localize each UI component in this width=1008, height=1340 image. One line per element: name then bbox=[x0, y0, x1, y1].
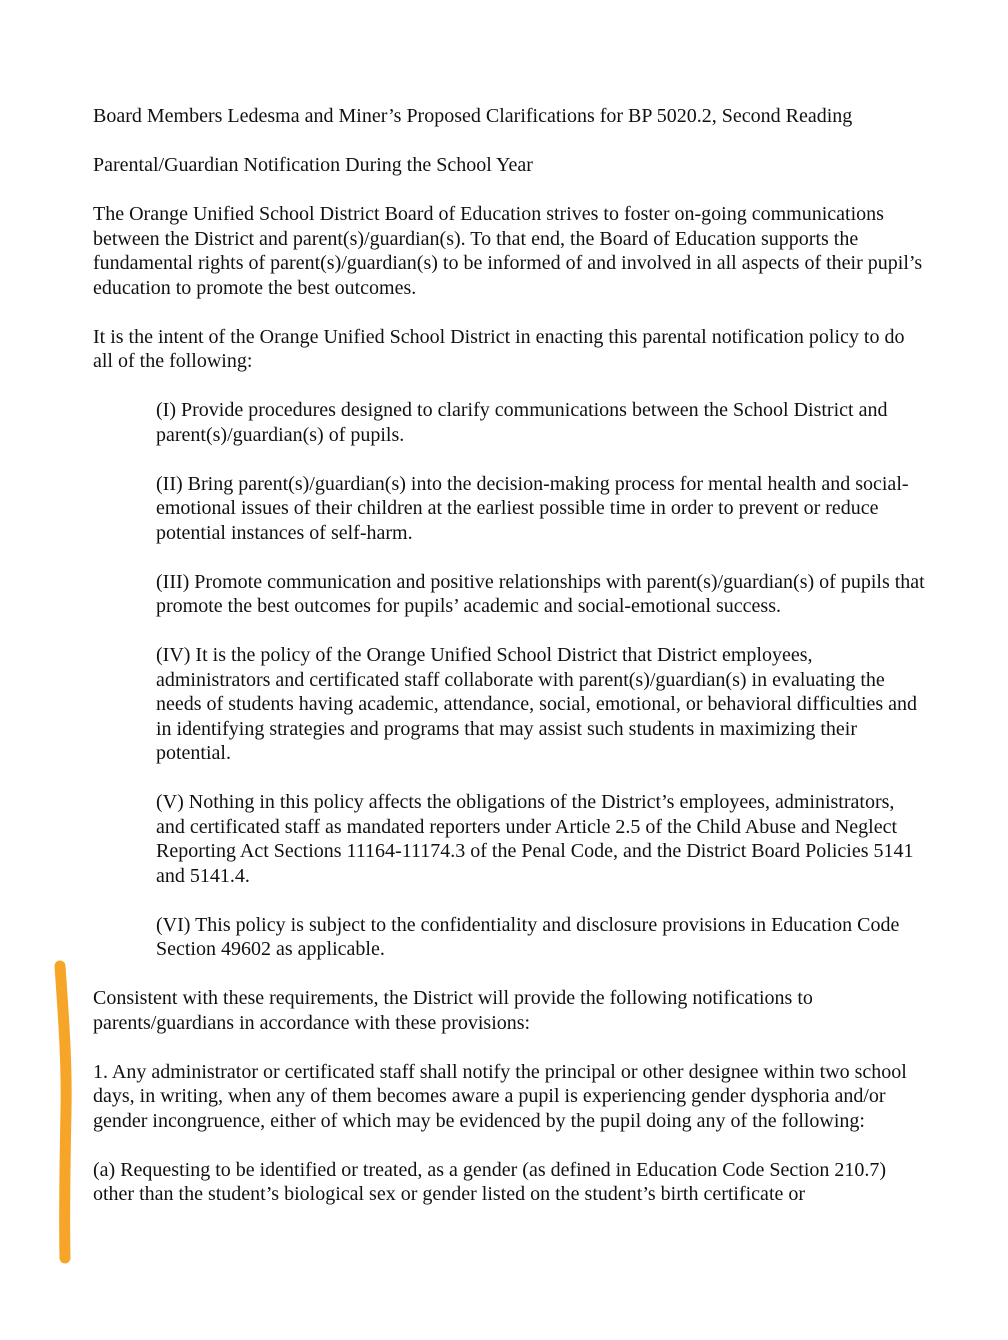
document-title: Board Members Ledesma and Miner’s Proposed Clarifications for BP 5020.2, Second Reading bbox=[93, 105, 853, 127]
intent-item-v: (V) Nothing in this policy affects the obligations of the District’s employees, administrators, and certificated staff as mandated reporters under Article 2.5 of the Child Abuse and Neglect Reporting Act Sections 11164-11174.3 of the Penal Code, and the District Board Policies 5141 and 5141.4. bbox=[156, 791, 914, 887]
consistent-paragraph: Consistent with these requirements, the District will provide the following notifications to parents/guardians in accordance with these provisions: bbox=[93, 987, 813, 1034]
document-subtitle: Parental/Guardian Notification During the School Year bbox=[93, 154, 533, 176]
intent-item-ii: (II) Bring parent(s)/guardian(s) into the decision-making process for mental health and social-emotional issues of their children at the earliest possible time in order to prevent or reduce potential instances of self-harm. bbox=[156, 472, 909, 544]
intent-item-i: (I) Provide procedures designed to clarify communications between the School District and parent(s)/guardian(s) of pupils. bbox=[156, 399, 888, 446]
document-body bbox=[93, 104, 928, 1231]
notification-item-1: 1. Any administrator or certificated staff shall notify the principal or other designee within two school days, in writing, when any of them becomes aware a pupil is experiencing gender dysphoria and/or gender incongruence, either of which may be evidenced by the pupil doing any of the following: bbox=[93, 1060, 907, 1132]
intent-item-iii: (III) Promote communication and positive relationships with parent(s)/guardian(s) of pupils that promote the best outcomes for pupils’ academic and social-emotional success. bbox=[156, 570, 925, 617]
notification-item-a: (a) Requesting to be identified or treated, as a gender (as defined in Education Code Section 210.7) other than the student’s biological sex or gender listed on the student’s birth certificate or bbox=[93, 1158, 887, 1205]
intent-item-vi: (VI) This policy is subject to the confidentiality and disclosure provisions in Education Code Section 49602 as applicable. bbox=[156, 913, 900, 960]
intent-item-iv: (IV) It is the policy of the Orange Unified School District that District employees, administrators and certificated staff collaborate with parent(s)/guardian(s) in evaluating the needs of students having academic, attendance, social, emotional, or behavioral difficulties and in identifying strategies and programs that may assist such students in maximizing their potential. bbox=[156, 644, 918, 764]
intent-paragraph: It is the intent of the Orange Unified School District in enacting this parental notification policy to do all of the following: bbox=[93, 325, 905, 372]
intro-paragraph: The Orange Unified School District Board of Education strives to foster on-going communications between the District and parent(s)/guardian(s). To that end, the Board of Education supports the fundamental rights of parent(s)/guardian(s) to be informed of and involved in all aspects of their pupil’s education to promote the best outcomes. bbox=[93, 203, 923, 299]
